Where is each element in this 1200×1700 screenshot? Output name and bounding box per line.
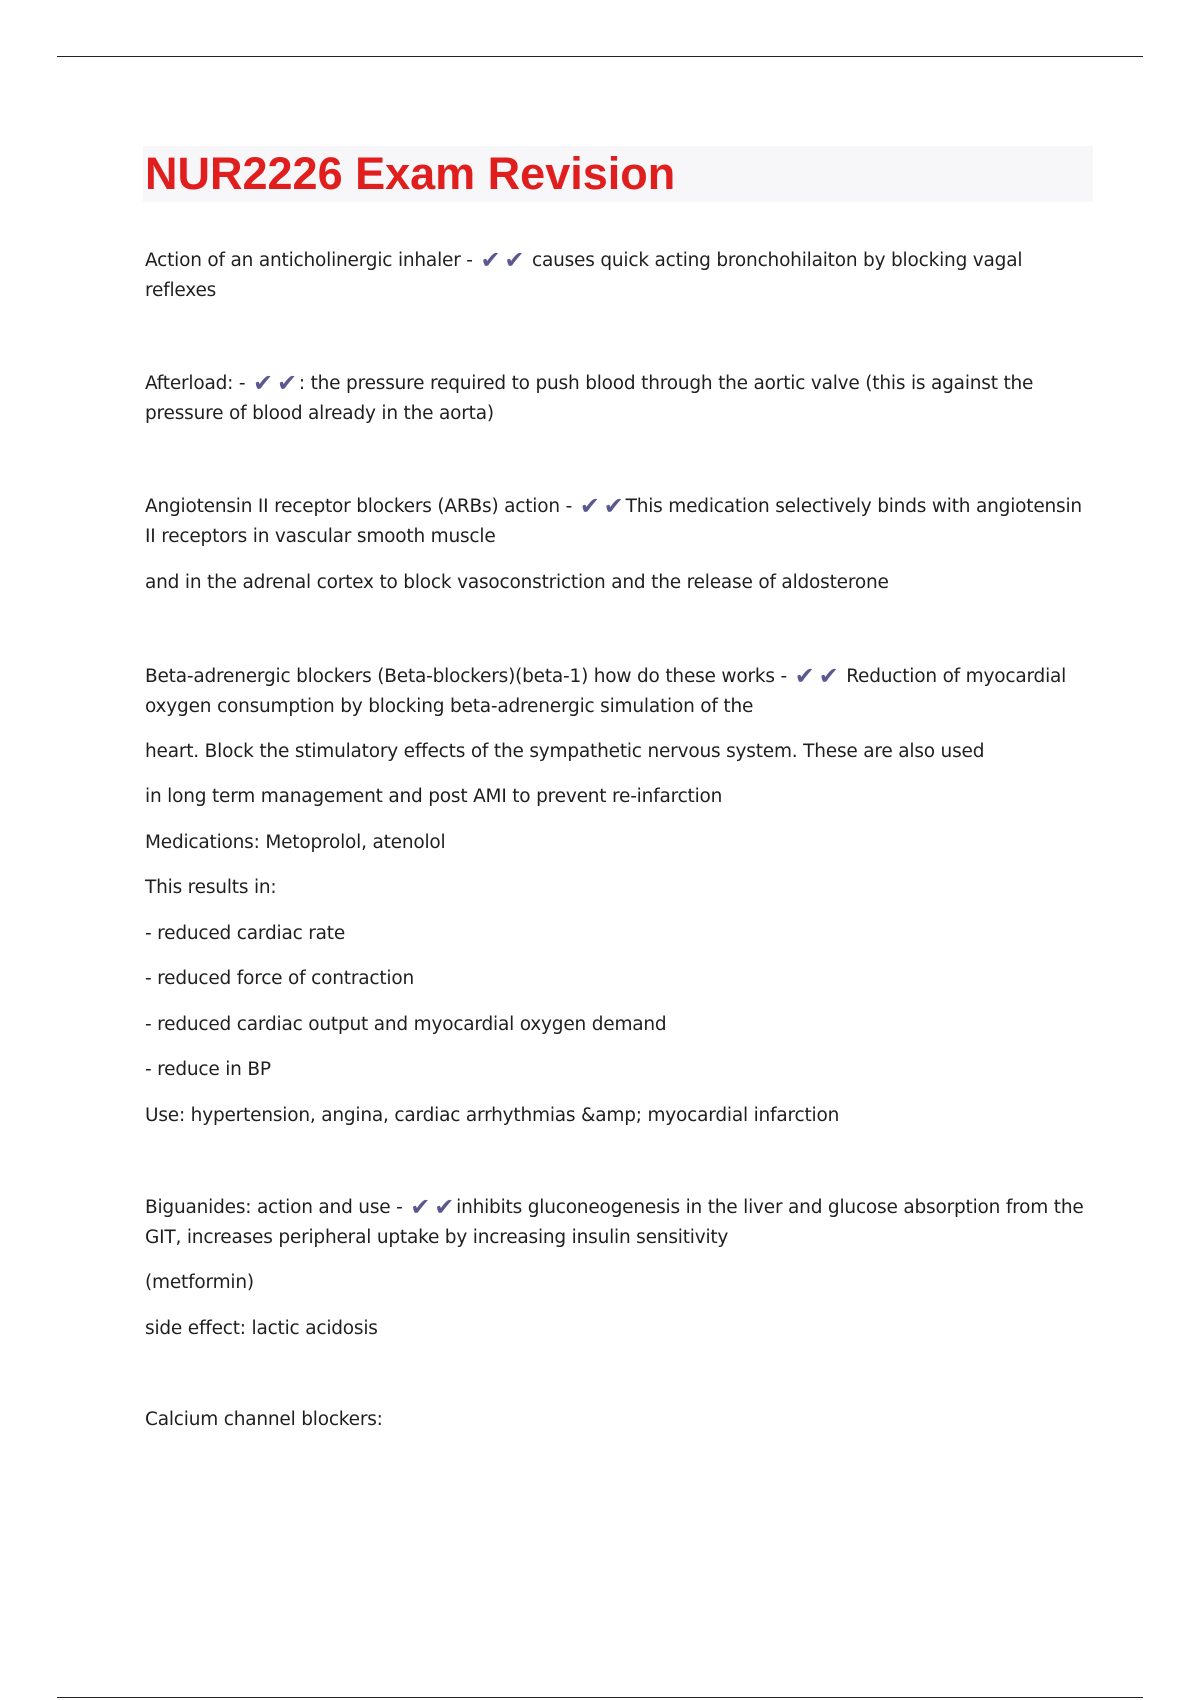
page-title: NUR2226 Exam Revision	[145, 148, 676, 199]
term-text: Angiotensin II receptor blockers (ARBs) action -	[145, 496, 573, 517]
check-icon: ✔	[818, 662, 839, 690]
flashcard-entry	[145, 492, 1090, 552]
flashcard-entry	[145, 369, 1090, 429]
entry-line: (metformin)	[145, 1272, 254, 1293]
answer-text: causes quick acting bronchohilaiton by blocking vagal reflexes	[145, 250, 1023, 301]
bottom-rule	[57, 1697, 1143, 1698]
flashcard-entry	[145, 662, 1090, 722]
entry-line: side effect: lactic acidosis	[145, 1318, 378, 1339]
entry-line: - reduced cardiac output and myocardial oxygen demand	[145, 1014, 667, 1035]
entry-line: This results in:	[145, 877, 277, 898]
top-rule	[57, 56, 1143, 57]
term-text: Action of an anticholinergic inhaler -	[145, 250, 473, 271]
entry-line: Use: hypertension, angina, cardiac arrhythmias &amp; myocardial infarction	[145, 1105, 840, 1126]
flashcard-entry	[145, 246, 1090, 306]
check-icon: ✔	[276, 369, 297, 397]
check-icon: ✔	[579, 492, 600, 520]
entry-line: heart. Block the stimulatory effects of the sympathetic nervous system. These are also used	[145, 741, 985, 762]
answer-text: inhibits gluconeogenesis in the liver and glucose absorption from the GIT, increases peripheral uptake by increasing insulin sensitivity	[145, 1197, 1084, 1248]
check-icon: ✔	[480, 246, 501, 274]
flashcard-entry	[145, 1193, 1090, 1253]
term-text: Biguanides: action and use -	[145, 1197, 403, 1218]
entry-line: - reduce in BP	[145, 1059, 271, 1080]
entry-line: - reduced force of contraction	[145, 968, 414, 989]
entry-line: - reduced cardiac rate	[145, 923, 346, 944]
term-text: Calcium channel blockers:	[145, 1409, 383, 1430]
check-icon: ✔	[434, 1193, 455, 1221]
answer-text: This medication selectively binds with angiotensin II receptors in vascular smooth muscle	[145, 496, 1082, 547]
check-icon: ✔	[504, 246, 525, 274]
entry-line: in long term management and post AMI to prevent re-infarction	[145, 786, 723, 807]
check-icon: ✔	[603, 492, 624, 520]
answer-text: Reduction of myocardial oxygen consumption by blocking beta-adrenergic simulation of the	[145, 666, 1067, 717]
answer-text: : the pressure required to push blood through the aortic valve (this is against the pressure of blood already in the aorta)	[145, 373, 1034, 424]
check-icon: ✔	[410, 1193, 431, 1221]
term-text: Afterload: -	[145, 373, 246, 394]
term-text: Beta-adrenergic blockers (Beta-blockers)(beta-1) how do these works -	[145, 666, 787, 687]
check-icon: ✔	[794, 662, 815, 690]
flashcard-entry	[145, 1405, 1090, 1435]
check-icon: ✔	[253, 369, 273, 397]
entry-line: and in the adrenal cortex to block vasoconstriction and the release of aldosterone	[145, 572, 889, 593]
entry-line: Medications: Metoprolol, atenolol	[145, 832, 446, 853]
